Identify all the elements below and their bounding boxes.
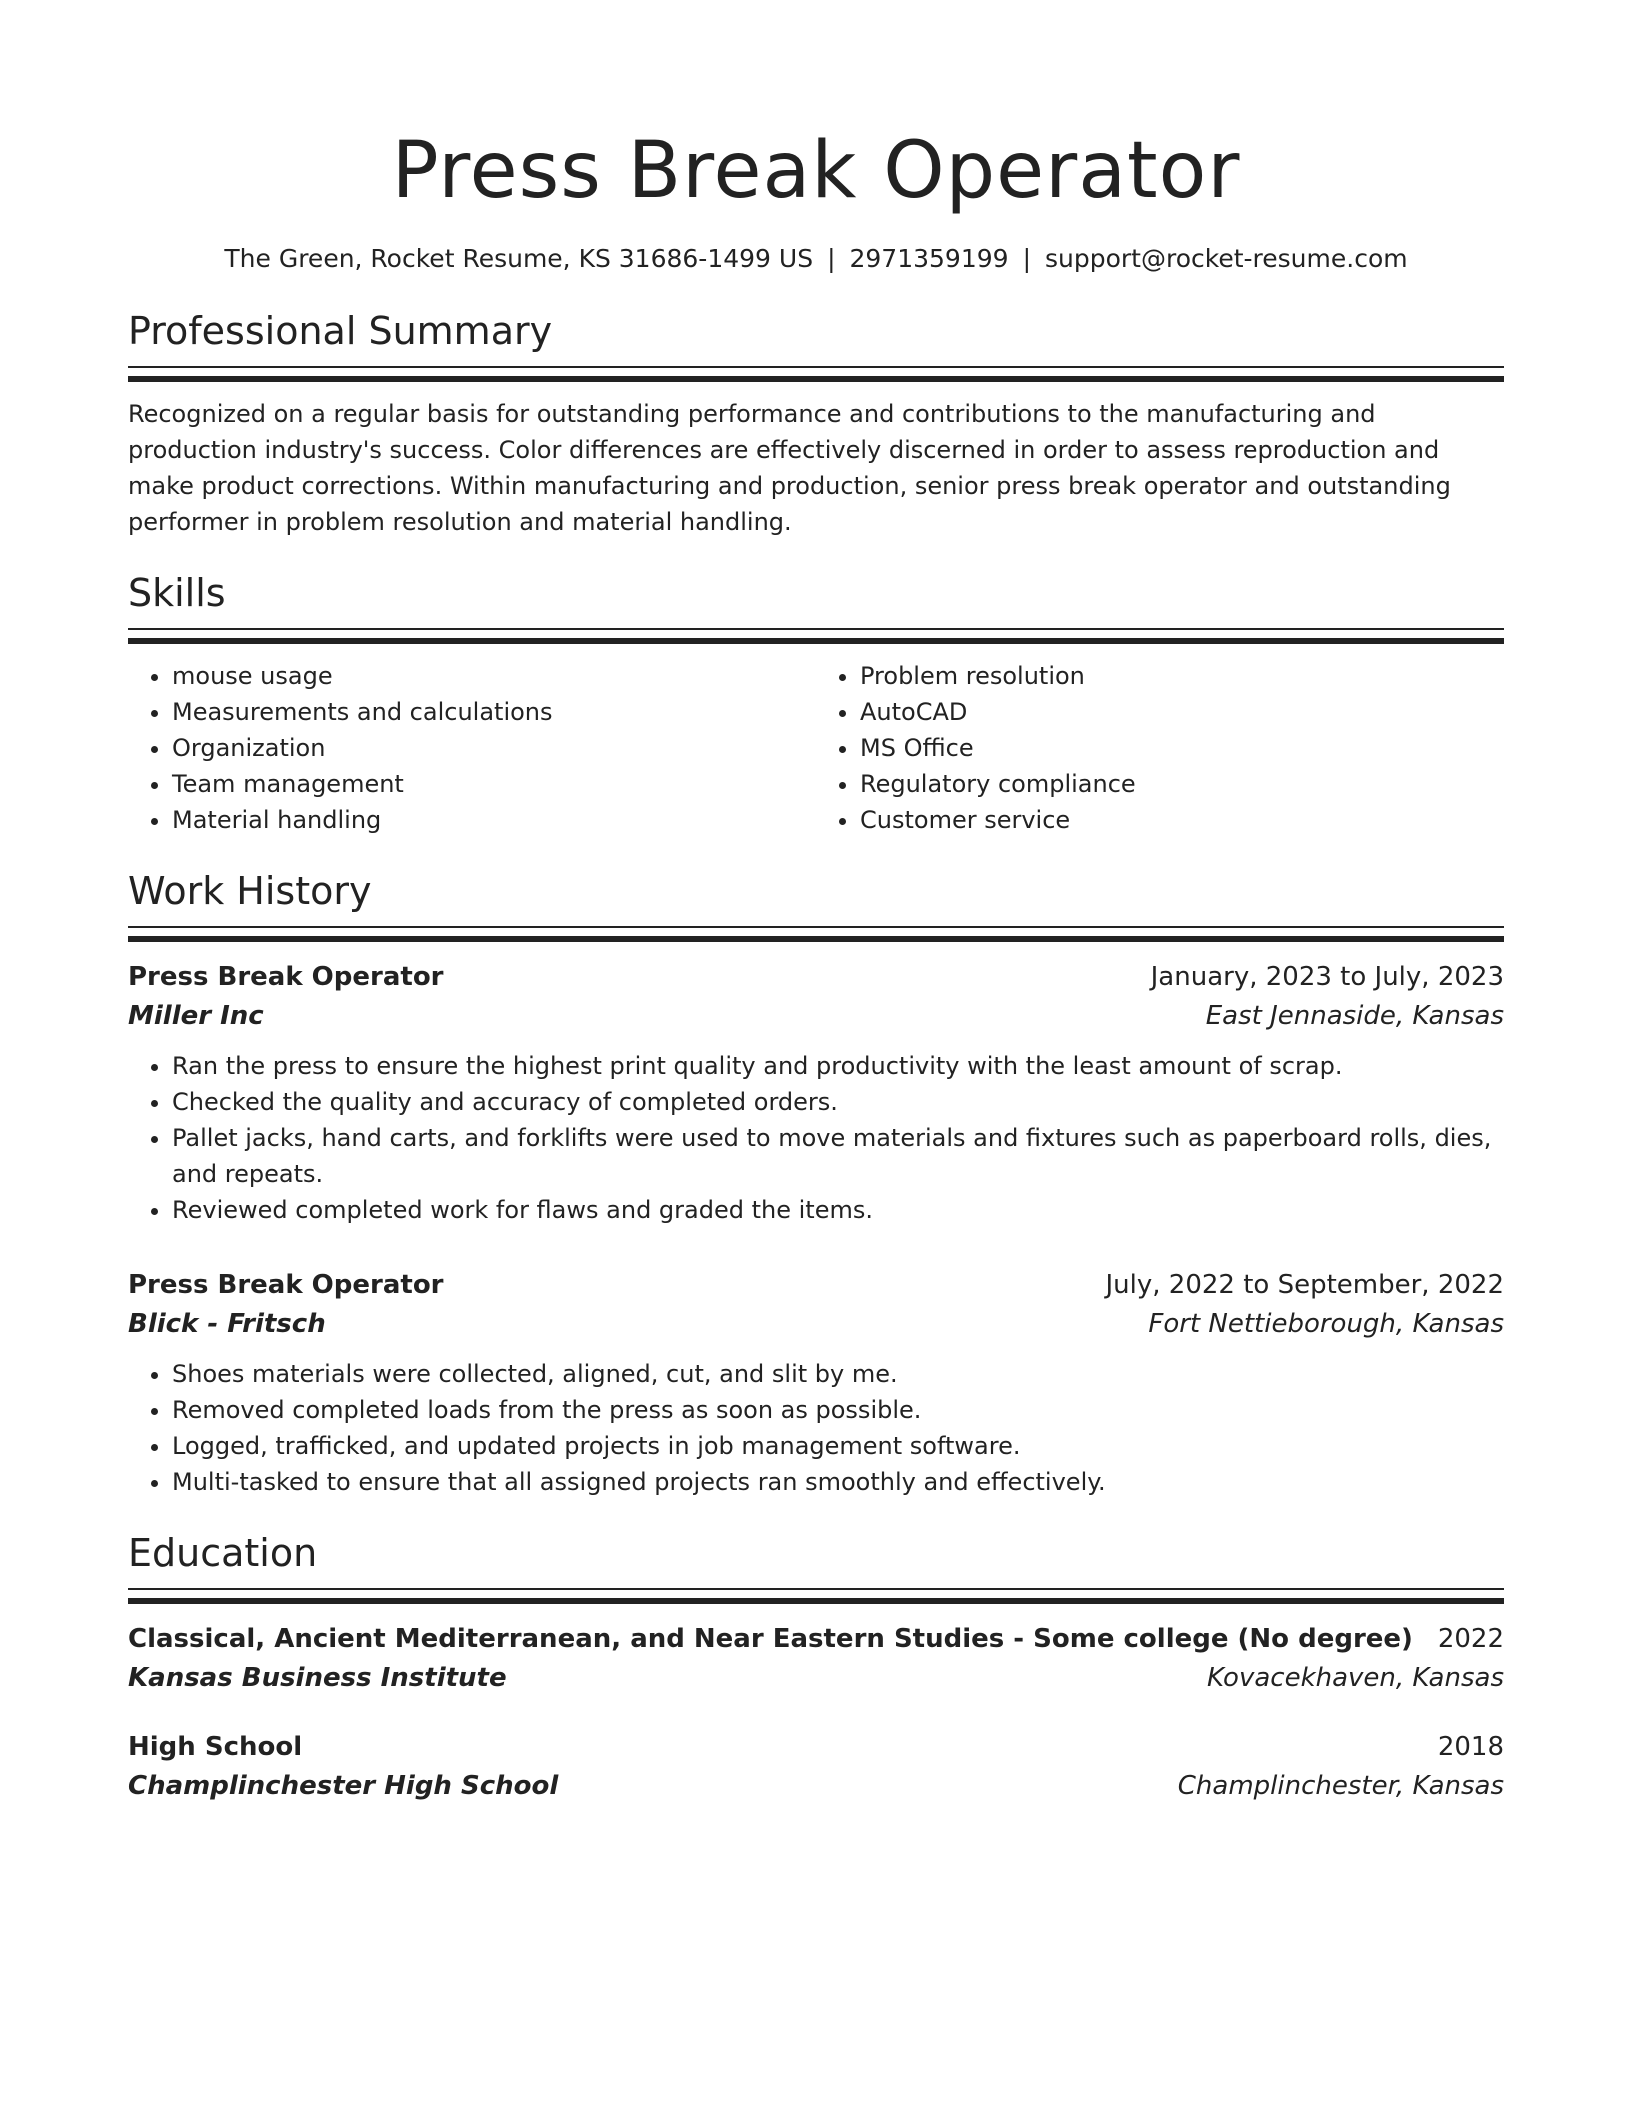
skill-item: • AutoCAD bbox=[860, 694, 1504, 730]
skill-item: • MS Office bbox=[860, 730, 1504, 766]
job-company: Blick - Fritsch bbox=[128, 1309, 326, 1339]
skills-section bbox=[128, 568, 1504, 838]
section-divider bbox=[128, 1588, 1504, 1604]
job-dates: January, 2023 to July, 2023 bbox=[1150, 962, 1504, 992]
job-bullet: • Logged, trafficked, and updated projects in job management software. bbox=[172, 1428, 1504, 1464]
education-heading: Education bbox=[128, 1531, 318, 1575]
job-title: Press Break Operator bbox=[128, 1270, 444, 1300]
job-company-row bbox=[128, 1304, 1504, 1344]
education-year: 2018 bbox=[1437, 1732, 1504, 1762]
education-location: Kovacekhaven, Kansas bbox=[1206, 1663, 1504, 1693]
job-company-row bbox=[128, 996, 1504, 1036]
job-bullet: • Reviewed completed work for flaws and graded the items. bbox=[172, 1192, 1504, 1228]
job-bullet: • Multi-tasked to ensure that all assigned projects ran smoothly and effectively. bbox=[172, 1464, 1504, 1500]
education-year: 2022 bbox=[1437, 1624, 1504, 1654]
summary-heading: Professional Summary bbox=[128, 309, 553, 353]
contact-phone: 2971359199 bbox=[849, 244, 1009, 273]
job-location: East Jennaside, Kansas bbox=[1205, 1001, 1504, 1031]
education-location: Champlinchester, Kansas bbox=[1177, 1771, 1504, 1801]
education-entry bbox=[128, 1620, 1504, 1698]
education-degree-row bbox=[128, 1620, 1504, 1658]
skill-item: • Material handling bbox=[172, 802, 816, 838]
skills-heading: Skills bbox=[128, 571, 226, 615]
section-divider bbox=[128, 926, 1504, 942]
skill-item: • Measurements and calculations bbox=[172, 694, 816, 730]
education-school: Champlinchester High School bbox=[128, 1771, 559, 1801]
job-bullets bbox=[128, 1356, 1504, 1500]
education-degree: High School bbox=[128, 1732, 303, 1762]
contact-line bbox=[128, 242, 1504, 276]
job-bullet: • Checked the quality and accuracy of completed orders. bbox=[172, 1084, 1504, 1120]
education-entry bbox=[128, 1728, 1504, 1806]
summary-section bbox=[128, 306, 1504, 540]
education-section bbox=[128, 1528, 1504, 1806]
candidate-name: Press Break Operator bbox=[391, 126, 1241, 216]
skill-item: • Customer service bbox=[860, 802, 1504, 838]
section-divider bbox=[128, 366, 1504, 382]
contact-separator: | bbox=[1022, 244, 1031, 273]
job-bullet: • Removed completed loads from the press as soon as possible. bbox=[172, 1392, 1504, 1428]
job-bullet: • Shoes materials were collected, aligned, cut, and slit by me. bbox=[172, 1356, 1504, 1392]
skill-item: • mouse usage bbox=[172, 658, 816, 694]
job-entry bbox=[128, 1266, 1504, 1500]
job-title-row bbox=[128, 958, 1504, 996]
skill-item: • Regulatory compliance bbox=[860, 766, 1504, 802]
job-bullets bbox=[128, 1048, 1504, 1228]
job-dates: July, 2022 to September, 2022 bbox=[1105, 1270, 1504, 1300]
contact-separator: | bbox=[827, 244, 836, 273]
skill-item: • Organization bbox=[172, 730, 816, 766]
education-school: Kansas Business Institute bbox=[128, 1663, 507, 1693]
job-location: Fort Nettieborough, Kansas bbox=[1148, 1309, 1504, 1339]
education-school-row bbox=[128, 1658, 1504, 1698]
summary-text: Recognized on a regular basis for outstanding performance and contributions to the manufacturing and production industry's success. Color differences are effectively discerned in order to assess reproduction and make product corrections. Within manufacturing and production, senior press break operator and outstanding performer in problem resolution and material handling. bbox=[128, 400, 1451, 536]
skills-columns bbox=[128, 658, 1504, 838]
work-history-heading: Work History bbox=[128, 869, 372, 913]
education-degree-row bbox=[128, 1728, 1504, 1766]
skill-item: • Team management bbox=[172, 766, 816, 802]
contact-address: The Green, Rocket Resume, KS 31686-1499 US bbox=[224, 244, 814, 273]
education-degree: Classical, Ancient Mediterranean, and Near Eastern Studies - Some college (No degree) bbox=[128, 1624, 1413, 1654]
job-entry bbox=[128, 958, 1504, 1228]
skills-column-right bbox=[816, 658, 1504, 838]
job-company: Miller Inc bbox=[128, 1001, 264, 1031]
job-bullet: • Pallet jacks, hand carts, and forklifts were used to move materials and fixtures such as paperboard rolls, dies, and repeats. bbox=[172, 1120, 1504, 1192]
resume-page bbox=[128, 0, 1504, 1806]
skills-column-left bbox=[128, 658, 816, 838]
education-school-row bbox=[128, 1766, 1504, 1806]
skill-item: • Problem resolution bbox=[860, 658, 1504, 694]
contact-email: support@rocket-resume.com bbox=[1045, 244, 1408, 273]
job-title-row bbox=[128, 1266, 1504, 1304]
work-history-section bbox=[128, 866, 1504, 1500]
section-divider bbox=[128, 628, 1504, 644]
job-title: Press Break Operator bbox=[128, 962, 444, 992]
job-bullet: • Ran the press to ensure the highest print quality and productivity with the least amount of scrap. bbox=[172, 1048, 1504, 1084]
